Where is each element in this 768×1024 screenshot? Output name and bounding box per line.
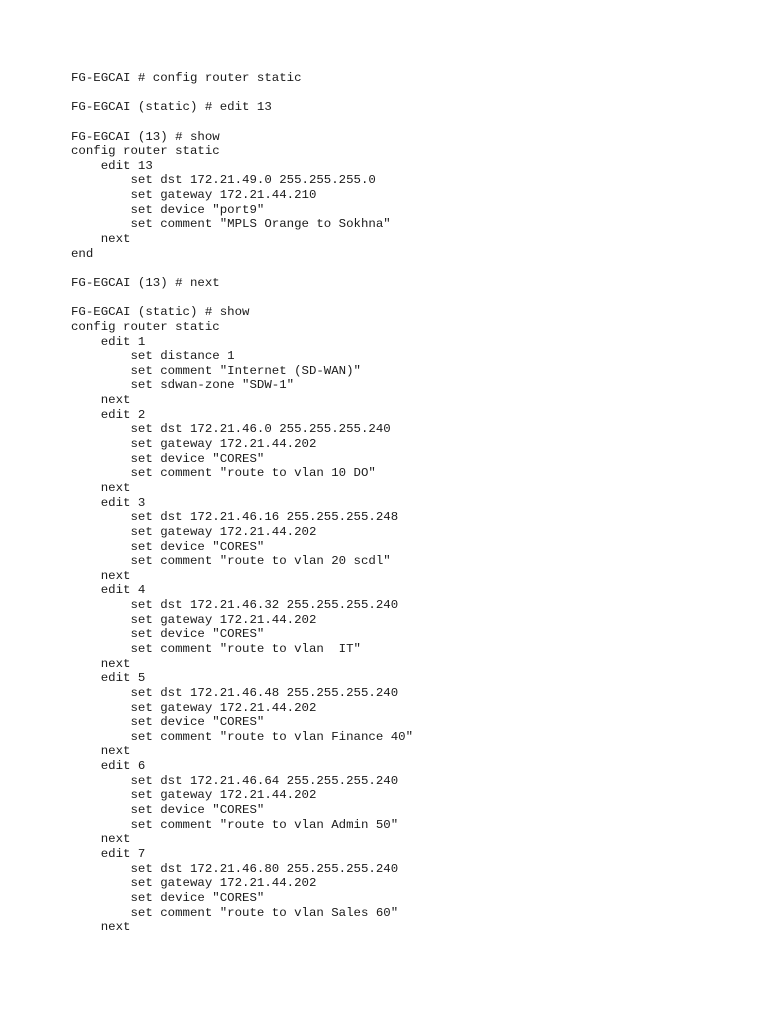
text-line: edit 2	[71, 407, 146, 422]
text-line: FG-EGCAI (static) # edit 13	[71, 100, 272, 115]
text-line: edit 7	[71, 846, 146, 861]
text-line	[71, 291, 413, 306]
text-line: set comment "MPLS Orange to Sokhna"	[71, 217, 391, 232]
text-line: next	[71, 393, 131, 408]
text-line: config router static	[71, 144, 220, 159]
text-line: set gateway 172.21.44.202	[71, 876, 317, 891]
text-line: next	[71, 744, 131, 759]
text-line: set gateway 172.21.44.210	[71, 188, 317, 203]
text-line: set dst 172.21.46.32 255.255.255.240	[71, 598, 399, 613]
text-line: set dst 172.21.46.0 255.255.255.240	[71, 422, 391, 437]
text-line: set comment "route to vlan Finance 40"	[71, 729, 414, 744]
text-line: set device "port9"	[71, 202, 265, 217]
text-line: edit 4	[71, 583, 146, 598]
text-line: next	[71, 656, 131, 671]
text-line: set dst 172.21.49.0 255.255.255.0	[71, 173, 376, 188]
text-line: edit 3	[71, 495, 146, 510]
text-line: set device "CORES"	[71, 627, 265, 642]
text-line: set distance 1	[71, 349, 235, 364]
text-line	[71, 261, 413, 276]
text-line: set gateway 172.21.44.202	[71, 524, 317, 539]
config-text-document	[71, 71, 413, 935]
text-line: next	[71, 480, 131, 495]
text-line: set sdwan-zone "SDW-1"	[71, 378, 295, 393]
text-line: set comment "route to vlan 10 DO"	[71, 466, 376, 481]
text-line: set comment "route to vlan IT"	[71, 641, 361, 656]
text-line: set comment "route to vlan Admin 50"	[71, 817, 399, 832]
text-line: next	[71, 920, 131, 935]
text-line: end	[71, 246, 94, 261]
text-line: set gateway 172.21.44.202	[71, 437, 317, 452]
text-line: set device "CORES"	[71, 715, 265, 730]
text-line: set dst 172.21.46.64 255.255.255.240	[71, 773, 399, 788]
text-line: set gateway 172.21.44.202	[71, 612, 317, 627]
text-line: set comment "route to vlan Sales 60"	[71, 905, 399, 920]
text-line: FG-EGCAI (13) # show	[71, 129, 220, 144]
text-line	[71, 86, 413, 101]
text-line: next	[71, 832, 131, 847]
text-line: set gateway 172.21.44.202	[71, 700, 317, 715]
text-line: set device "CORES"	[71, 451, 265, 466]
text-line: FG-EGCAI (static) # show	[71, 305, 250, 320]
text-line: set comment "route to vlan 20 scdl"	[71, 554, 391, 569]
text-line: set gateway 172.21.44.202	[71, 788, 317, 803]
text-line: set device "CORES"	[71, 803, 265, 818]
text-line: next	[71, 568, 131, 583]
text-line: set dst 172.21.46.16 255.255.255.248	[71, 510, 399, 525]
text-line: edit 13	[71, 158, 153, 173]
text-line: edit 5	[71, 671, 146, 686]
text-line: FG-EGCAI (13) # next	[71, 275, 220, 290]
text-line: set dst 172.21.46.48 255.255.255.240	[71, 685, 399, 700]
text-line: edit 1	[71, 334, 146, 349]
text-line	[71, 115, 413, 130]
text-line: set comment "Internet (SD-WAN)"	[71, 363, 361, 378]
text-line: edit 6	[71, 759, 146, 774]
text-line: set dst 172.21.46.80 255.255.255.240	[71, 861, 399, 876]
text-line: set device "CORES"	[71, 890, 265, 905]
text-line: FG-EGCAI # config router static	[71, 71, 302, 85]
text-line: set device "CORES"	[71, 539, 265, 554]
text-line: config router static	[71, 319, 220, 334]
text-line: next	[71, 232, 131, 247]
